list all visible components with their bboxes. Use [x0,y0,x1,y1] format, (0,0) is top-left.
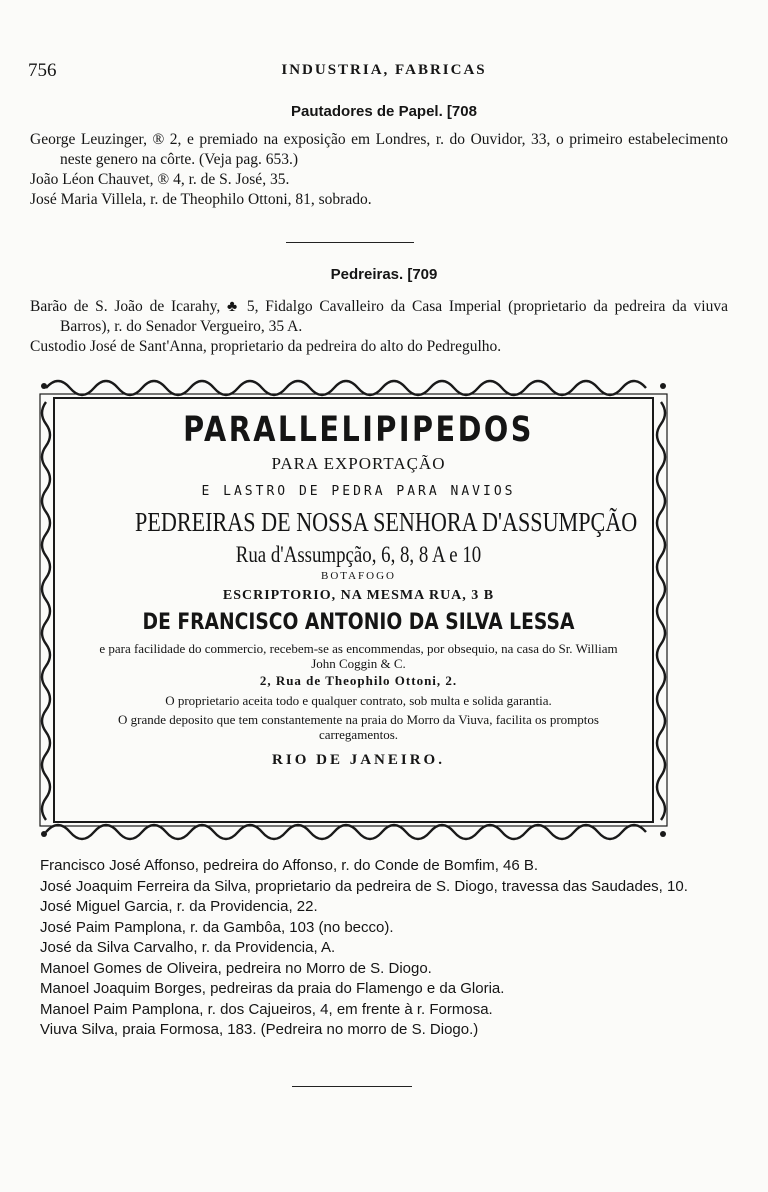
section-title-pautadores: Pautadores de Papel. [708 [291,103,477,120]
ad-orders-note: e para facilidade do commercio, recebem-se as encommendas, por obsequio, na casa do Sr. William John Coggin & C. [99,641,618,671]
ad-quarry-name: PEDREIRAS DE NOSSA SENHORA D'ASSUMPÇÃO [135,507,638,537]
list-item: Barão de S. João de Icarahy, ♣ 5, Fidalgo Cavalleiro da Casa Imperial (proprietario da pedreira da viuva Barros), r. do Senador Vergueiro, 35 A. [30,298,728,335]
section-title-pedreiras: Pedreiras. [709 [330,266,438,283]
ad-title: PARALLELIPIPEDOS [183,410,534,450]
ad-owner: DE FRANCISCO ANTONIO DA SILVA LESSA [142,610,575,635]
end-divider [292,1086,412,1087]
list-item: George Leuzinger, ® 2, e premiado na exposição em Londres, r. do Ouvidor, 33, o primeiro estabelecimento neste genero na côrte. (Veja pag. 653.) [30,131,728,168]
ad-lastro-line: E LASTRO DE PEDRA PARA NAVIOS [201,484,516,499]
ad-neighbourhood: BOTAFOGO [320,570,396,582]
list-item: Custodio José de Sant'Anna, proprietario da pedreira do alto do Pedregulho. [30,338,502,355]
page-number: 756 [28,60,57,81]
list-item: José Miguel Garcia, r. da Providencia, 22. [40,898,318,915]
list-item: José Joaquim Ferreira da Silva, proprietario da pedreira de S. Diogo, travessa das Saudades, 10. [40,877,688,895]
running-title: INDUSTRIA, FABRICAS [281,62,487,78]
list-item: José Paim Pamplona, r. da Gambôa, 103 (no becco). [40,918,394,936]
ad-address: 2, Rua de Theophilo Ottoni, 2. [259,673,458,688]
list-item: Francisco José Affonso, pedreira do Affonso, r. do Conde de Bomfim, 46 B. [40,857,539,874]
section-divider [286,242,414,243]
list-item: José da Silva Carvalho, r. da Providencia, A. [40,939,336,956]
ad-subtitle: PARA EXPORTAÇÃO [271,454,446,473]
running-head [28,60,740,84]
list-item: José Maria Villela, r. de Theophilo Ottoni, 81, sobrado. [30,191,372,208]
list-item: Manoel Gomes de Oliveira, pedreira no Morro de S. Diogo. [40,959,432,977]
advertisement-box [36,372,671,844]
ad-street: Rua d'Assumpção, 6, 8, 8 A e 10 [235,542,482,567]
list-item: Manoel Joaquim Borges, pedreiras da praia do Flamengo e da Gloria. [40,980,505,997]
list-item: João Léon Chauvet, ® 4, r. de S. José, 35. [30,171,290,188]
entry-list-pautadores [30,130,728,210]
ad-contract-note: O proprietario aceita todo e qualquer contrato, sob multa e solida garantia. [165,693,552,708]
list-item: Viuva Silva, praia Formosa, 183. (Pedreira no morro de S. Diogo.) [40,1021,479,1038]
entry-list-pedreiras-continued [40,856,718,1041]
list-item: Manoel Paim Pamplona, r. dos Cajueiros, 4, em frente à r. Formosa. [40,1000,493,1018]
ad-office: ESCRIPTORIO, NA MESMA RUA, 3 B [222,588,495,603]
advertisement-content [86,408,638,769]
ad-city: RIO DE JANEIRO. [272,752,445,768]
ad-deposit-note: O grande deposito que tem constantemente na praia do Morro da Viuva, facilita os promptos carregamentos. [118,712,599,742]
entry-list-pedreiras [30,297,728,357]
